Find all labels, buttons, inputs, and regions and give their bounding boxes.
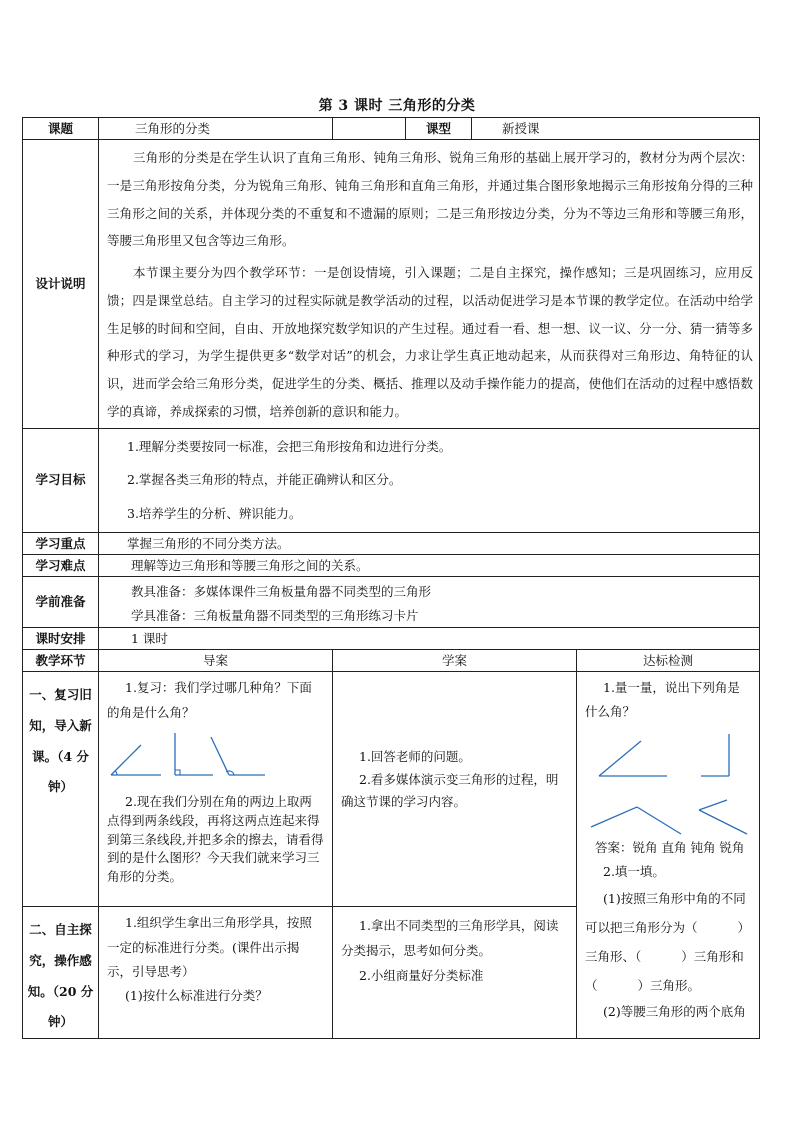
- stage-1-row: [23, 672, 760, 907]
- stage-2-label: 二、自主探究，操作感知。（20 分钟）: [23, 907, 99, 1039]
- measure-angles-icon: [577, 724, 759, 836]
- check-q2-1: (1)按照三角形中角的不同可以把三角形分为（ ）三角形、（ ）三角形和（ ）三角形。: [585, 891, 751, 993]
- check-q1: 1.量一量，说出下列角是什么角？: [585, 680, 740, 719]
- goal-3: 3.培养学生的分析、辨识能力。: [127, 506, 302, 521]
- stage-2-study: [333, 907, 577, 1039]
- prep-label: 学前准备: [23, 576, 99, 628]
- check-column: [577, 672, 760, 1039]
- goals-row: [23, 428, 760, 532]
- design-row: [23, 140, 760, 429]
- stage-2-guide-1: 1.组织学生拿出三角形学具，按照一定的标准进行分类。(课件出示揭示，引导思考）: [107, 915, 312, 979]
- header-check: 达标检测: [577, 650, 760, 672]
- goals-label: 学习目标: [23, 428, 99, 532]
- check-answer: 答案：锐角 直角 钝角 锐角: [595, 839, 745, 855]
- check-q2-2: (2)等腰三角形的两个底角: [603, 1004, 746, 1020]
- type-label: 课型: [406, 118, 472, 140]
- stage-1-study-1: 1.回答老师的问题。: [359, 749, 471, 765]
- difficulty-label: 学习难点: [23, 554, 99, 576]
- design-paragraph-1: 三角形的分类是在学生认识了直角三角形、钝角三角形、锐角三角形的基础上展开学习的，教材分为两个层次：一是三角形按角分类，分为锐角三角形、钝角三角形和直角三角形，并通过集合图形象地揭示三角形按角分得的三种三角形之间的关系，并体现分类的不重复和不遗漏的原则；二是三角形按边分类，分为不等边三角形和等腰三角形，等腰三角形里又包含等边三角形。: [107, 150, 754, 249]
- prep-row: [23, 576, 760, 628]
- time-row: [23, 628, 760, 650]
- header-stage: 教学环节: [23, 650, 99, 672]
- type-value: 新授课: [472, 118, 760, 140]
- stage-2-study-2: 2.小组商量好分类标准: [359, 968, 484, 984]
- topic-row: [23, 118, 760, 140]
- angle-figures-icon: [99, 727, 331, 789]
- check-q2: 2.填一填。: [603, 863, 665, 879]
- design-paragraph-2: 本节课主要分为四个教学环节：一是创设情境，引入课题；二是自主探究，操作感知；三是巩固练习，应用反馈；四是课堂总结。自主学习的过程实际就是教学活动的过程，以活动促进学习是本节课的教学定位。在活动中给学生足够的时间和空间，自由、开放地探究数学知识的产生过程。通过看一看、想一想、议一议、分一分、猜一猜等多种形式的学习，为学生提供更多“数学对话”的机会，力求让学生真正地动起来，从而获得对三角形边、角特征的认识，进而学会给三角形分类，促进学生的分类、概括、推理以及动手操作能力的提高，使他们在活动的过程中感悟数学的真谛，养成探索的习惯，培养创新的意识和能力。: [107, 265, 754, 419]
- prep-teacher: 教具准备：多媒体课件三角板量角器不同类型的三角形: [131, 583, 432, 599]
- difficulty-value: 理解等边三角形和等腰三角形之间的关系。: [99, 554, 760, 576]
- stage-2-guide: [99, 907, 333, 1039]
- stage-1-guide-2: 2.现在我们分别在角的两边上取两点得到两条线段，再将这两点连起来得到第三条线段,并把多余的擦去，请看得到的是什么图形？今天我们就来学习三角形的分类。: [107, 794, 324, 884]
- goal-1: 1.理解分类要按同一标准，会把三角形按角和边进行分类。: [127, 438, 452, 454]
- prep-student: 学具准备：三角板量角器不同类型的三角形练习卡片: [131, 607, 419, 623]
- time-label: 课时安排: [23, 628, 99, 650]
- prep-content: [99, 576, 760, 628]
- goals-content: [99, 428, 760, 532]
- design-label: 设计说明: [23, 140, 99, 429]
- page-title: 第 3 课时 三角形的分类: [318, 98, 476, 114]
- header-guide: 导案: [99, 650, 333, 672]
- time-value: 1 课时: [99, 628, 760, 650]
- stage-2-guide-2: (1)按什么标准进行分类？: [125, 988, 268, 1004]
- topic-label: 课题: [23, 118, 99, 140]
- key-row: [23, 532, 760, 554]
- difficulty-row: [23, 554, 760, 576]
- design-content: [99, 140, 760, 429]
- section-header-row: [23, 650, 760, 672]
- key-label: 学习重点: [23, 532, 99, 554]
- key-value: 掌握三角形的不同分类方法。: [99, 532, 760, 554]
- stage-1-guide-1: 1.复习：我们学过哪几种角？下面的角是什么角？: [107, 680, 312, 720]
- stage-1-label: 一、复习旧知，导入新课。（4 分钟）: [23, 672, 99, 907]
- lesson-plan-table: [22, 117, 760, 1039]
- topic-value: 三角形的分类: [99, 118, 333, 140]
- stage-2-study-1: 1.拿出不同类型的三角形学具，阅读分类揭示，思考如何分类。: [341, 918, 559, 959]
- goal-2: 2.掌握各类三角形的特点，并能正确辨认和区分。: [127, 472, 402, 488]
- stage-1-study-2: 2.看多媒体演示变三角形的过程，明确这节课的学习内容。: [341, 772, 559, 810]
- header-study: 学案: [333, 650, 577, 672]
- stage-1-guide: [99, 672, 333, 907]
- stage-1-study: [333, 672, 577, 907]
